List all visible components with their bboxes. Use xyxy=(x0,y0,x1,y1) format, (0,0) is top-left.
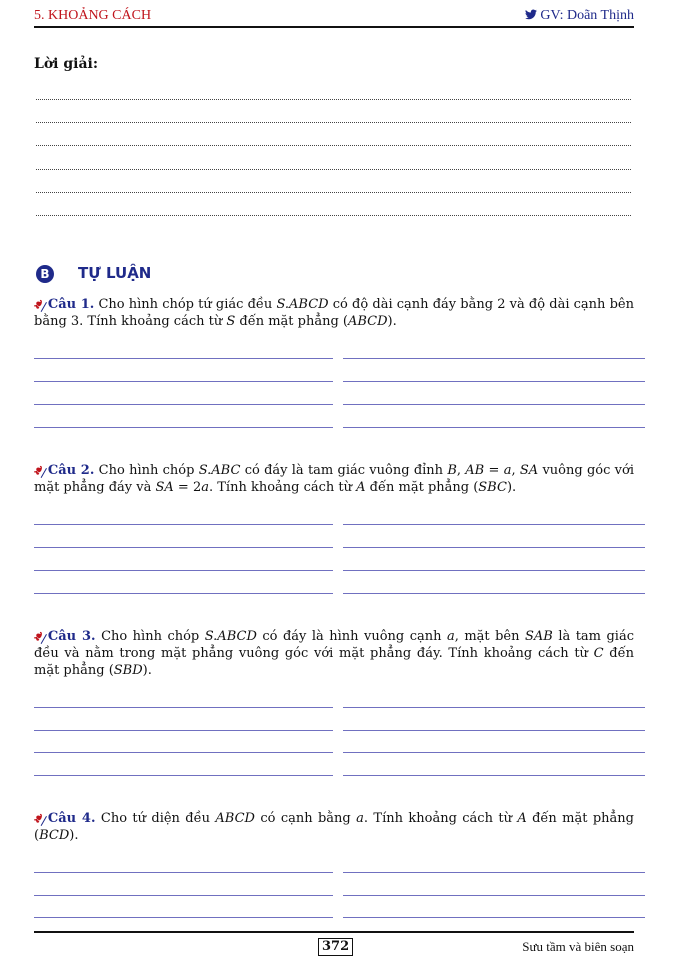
answer-line[interactable] xyxy=(343,872,645,873)
answer-line xyxy=(36,99,631,100)
math-term: SBD xyxy=(113,663,143,678)
question-text: có đáy là tam giác vuông đỉnh xyxy=(240,463,448,478)
answer-line[interactable] xyxy=(343,427,645,428)
section-title: TỰ LUẬN xyxy=(78,264,152,282)
question-text: , mặt bên xyxy=(454,629,525,644)
question-text: = xyxy=(484,463,504,478)
answer-line[interactable] xyxy=(343,730,645,731)
answer-line[interactable] xyxy=(343,775,645,776)
question-text: . Tính khoảng cách từ xyxy=(363,811,518,826)
question-text: vuông góc với mặt phẳng đáy và xyxy=(34,463,634,495)
answer-line xyxy=(36,122,631,123)
question-text: Cho hình chóp xyxy=(101,629,205,644)
header-rule xyxy=(34,26,634,28)
question-label: Câu 1. xyxy=(47,297,95,312)
question-text: ). xyxy=(69,828,79,843)
question-text: đến mặt phẳng ( xyxy=(34,811,634,843)
answer-line[interactable] xyxy=(34,570,333,571)
answer-line xyxy=(36,215,631,216)
answer-line[interactable] xyxy=(34,730,333,731)
math-term: A xyxy=(356,480,366,495)
math-term: AB xyxy=(465,463,485,478)
answer-line[interactable] xyxy=(343,895,645,896)
answer-line xyxy=(36,145,631,146)
question-text: đến mặt phẳng ( xyxy=(34,646,634,678)
question-text: , xyxy=(511,463,520,478)
question-text: Cho tứ diện đều xyxy=(100,811,216,826)
math-term: a xyxy=(446,629,455,644)
answer-line[interactable] xyxy=(343,752,645,753)
math-term: ABCD xyxy=(347,314,388,329)
page-number: 372 xyxy=(318,938,353,956)
question-3 xyxy=(30,628,635,679)
answer-line[interactable] xyxy=(343,547,645,548)
answer-line[interactable] xyxy=(343,570,645,571)
math-term: a xyxy=(201,480,209,495)
answer-line[interactable] xyxy=(343,381,645,382)
pen-marker-icon: ❧ xyxy=(30,462,49,479)
question-2 xyxy=(30,462,634,496)
answer-line[interactable] xyxy=(343,524,645,525)
question-text: đến mặt phẳng ( xyxy=(365,480,479,495)
pen-marker-icon: ❧ xyxy=(30,810,49,827)
pen-marker-icon: ❧ xyxy=(30,296,49,313)
question-1 xyxy=(30,296,634,330)
answer-line[interactable] xyxy=(34,358,333,359)
footer-credit: Sưu tầm và biên soạn xyxy=(522,939,634,954)
question-text: Cho hình chóp xyxy=(98,463,199,478)
question-text: , xyxy=(456,463,466,478)
question-label: Câu 2. xyxy=(47,463,95,478)
answer-line[interactable] xyxy=(34,752,333,753)
question-text: = 2 xyxy=(173,480,202,495)
chapter-title: 5. KHOẢNG CÁCH xyxy=(34,8,152,23)
author xyxy=(525,8,634,24)
question-label: Câu 3. xyxy=(47,629,96,644)
answer-line xyxy=(36,192,631,193)
math-term: B xyxy=(447,463,457,478)
author-name: GV: Doãn Thịnh xyxy=(540,8,634,23)
answer-line[interactable] xyxy=(343,358,645,359)
question-text: có cạnh bằng xyxy=(254,811,357,826)
question-label: Câu 4. xyxy=(47,811,96,826)
math-term: BCD xyxy=(39,828,70,843)
math-term: S.ABCD xyxy=(276,297,329,312)
math-term: S.ABC xyxy=(198,463,241,478)
answer-line[interactable] xyxy=(34,895,333,896)
answer-line[interactable] xyxy=(34,547,333,548)
answer-line[interactable] xyxy=(34,381,333,382)
answer-line[interactable] xyxy=(34,775,333,776)
question-text: là tam giác đều và nằm trong mặt phẳng vuông góc với mặt phẳng đáy. Tính khoảng cách từ xyxy=(34,629,635,661)
answer-line[interactable] xyxy=(343,707,645,708)
math-term: SA xyxy=(155,480,174,495)
twitter-bird-icon xyxy=(525,9,537,20)
answer-line[interactable] xyxy=(34,872,333,873)
pen-marker-icon: ❧ xyxy=(30,628,49,645)
math-term: ABCD xyxy=(215,811,255,826)
answer-line[interactable] xyxy=(34,404,333,405)
math-term: SAB xyxy=(524,629,553,644)
question-text: đến mặt phẳng ( xyxy=(235,314,348,329)
answer-line[interactable] xyxy=(343,404,645,405)
math-term: C xyxy=(593,646,604,661)
math-term: S xyxy=(226,314,236,329)
footer-rule xyxy=(34,931,634,933)
answer-line[interactable] xyxy=(34,524,333,525)
section-badge: B xyxy=(36,265,54,283)
math-term: S.ABCD xyxy=(204,629,257,644)
math-term: a xyxy=(356,811,364,826)
answer-line[interactable] xyxy=(34,707,333,708)
math-term: a xyxy=(503,463,512,478)
answer-line[interactable] xyxy=(343,593,645,594)
question-text: có đáy là hình vuông cạnh xyxy=(256,629,447,644)
question-text: ). xyxy=(142,663,152,678)
answer-line[interactable] xyxy=(343,917,645,918)
answer-line[interactable] xyxy=(34,427,333,428)
answer-line[interactable] xyxy=(34,917,333,918)
math-term: SA xyxy=(519,463,539,478)
question-text: có độ dài cạnh đáy bằng 2 và độ dài cạnh bên bằng 3. Tính khoảng cách từ xyxy=(34,297,634,329)
question-text: ). xyxy=(387,314,397,329)
solution-label: Lời giải: xyxy=(34,56,99,72)
question-text: ). xyxy=(506,480,517,495)
math-term: SBC xyxy=(478,480,507,495)
question-text: . Tính khoảng cách từ xyxy=(208,480,357,495)
math-term: A xyxy=(517,811,527,826)
answer-line xyxy=(36,169,631,170)
question-text: Cho hình chóp tứ giác đều xyxy=(98,297,277,312)
answer-line[interactable] xyxy=(34,593,333,594)
question-4 xyxy=(30,810,634,844)
